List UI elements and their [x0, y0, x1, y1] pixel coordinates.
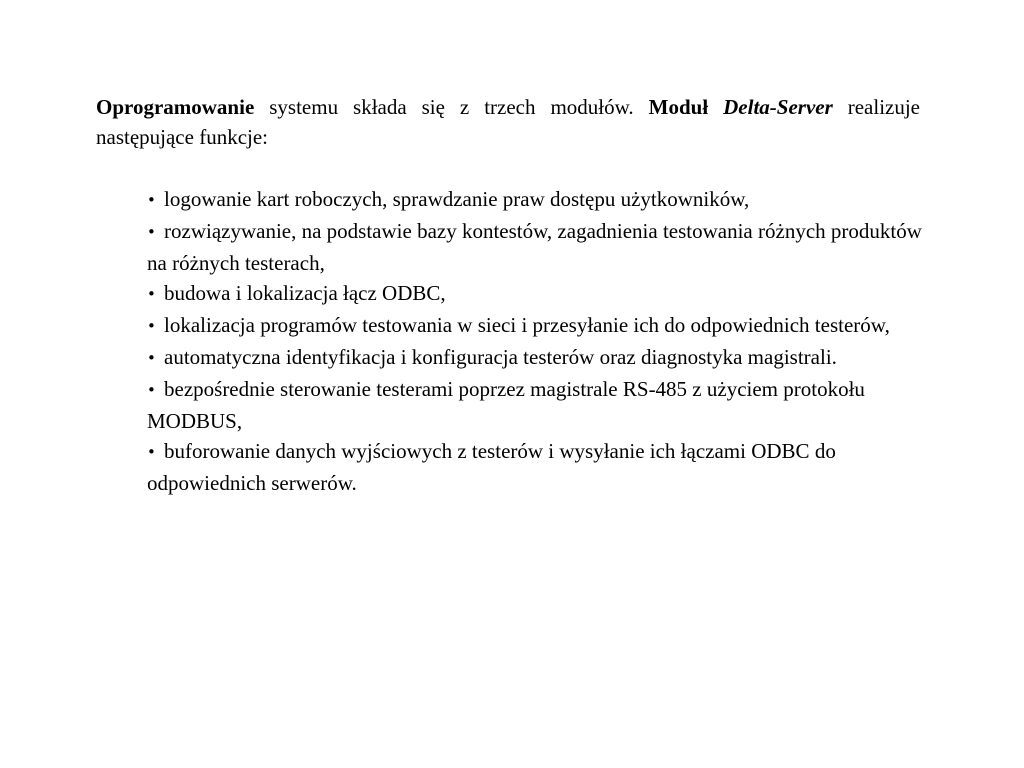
function-item — [147, 184, 927, 216]
bullet-icon: • — [147, 285, 156, 304]
function-item — [147, 374, 927, 437]
intro-text-2: realizuje następujące funkcje: — [96, 95, 921, 149]
function-text: lokalizacja programów testowania w sieci i przesyłanie ich do odpowiednich testerów, — [164, 313, 890, 338]
bullet-icon: • — [147, 348, 156, 367]
function-text: automatyczna identyfikacja i konfiguracja testerów oraz diagnostyka magistrali. — [164, 344, 837, 369]
function-item — [147, 278, 927, 310]
function-item — [147, 310, 927, 342]
intro-bold-module: Moduł — [648, 95, 709, 119]
module-name: Delta-Server — [723, 95, 833, 119]
function-item — [147, 436, 927, 499]
intro-bold-lead: Oprogramowanie — [96, 95, 255, 119]
function-item — [147, 216, 927, 279]
bullet-icon: • — [147, 222, 156, 241]
function-text: rozwiązywanie, na podstawie bazy kontestów, zagadnienia testowania różnych produktów na różnych testerach, — [147, 218, 922, 275]
function-text: bezpośrednie sterowanie testerami poprzez magistrale RS-485 z użyciem protokołu MODBUS, — [147, 376, 865, 433]
function-text: buforowanie danych wyjściowych z testerów i wysyłanie ich łączami ODBC do odpowiednich serwerów. — [147, 439, 836, 496]
intro-paragraph — [96, 92, 920, 152]
function-text: budowa i lokalizacja łącz ODBC, — [164, 281, 446, 306]
function-text: logowanie kart roboczych, sprawdzanie praw dostępu użytkowników, — [164, 187, 750, 211]
intro-space — [708, 95, 723, 119]
intro-text-1: systemu składa się z trzech modułów. — [254, 95, 649, 119]
bullet-icon: • — [147, 380, 156, 399]
bullet-icon: • — [147, 317, 156, 336]
bullet-icon: • — [147, 443, 156, 462]
function-item — [147, 342, 927, 374]
bullet-icon: • — [147, 191, 156, 209]
function-list — [147, 184, 927, 499]
